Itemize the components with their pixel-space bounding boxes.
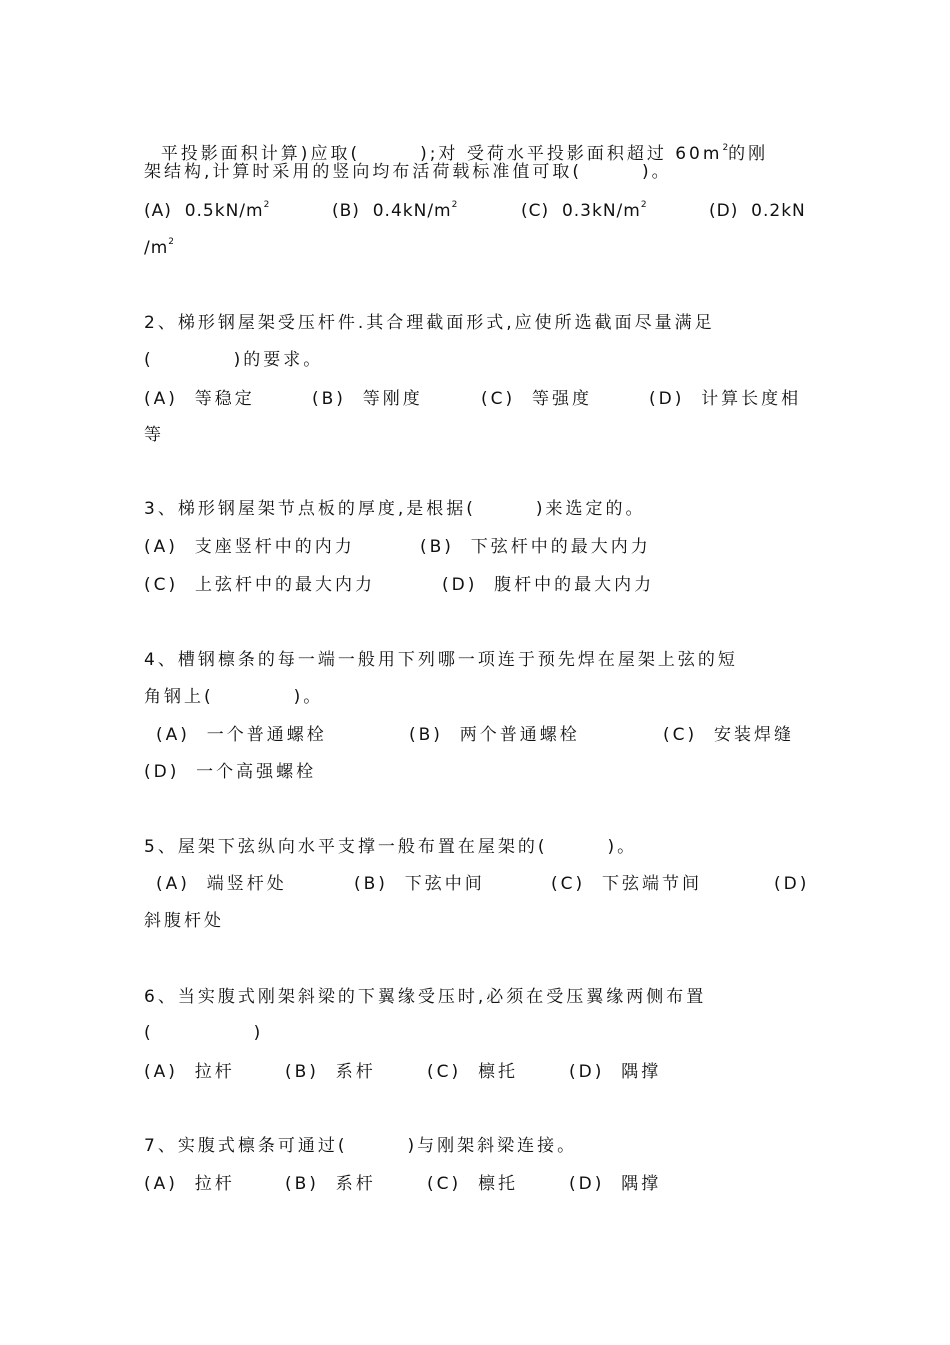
question-6-text: 6、当实腹式刚架斜梁的下翼缘受压时,必须在受压翼缘两侧布置: [144, 987, 707, 1007]
option-a: (A) 端竖杆处: [156, 874, 287, 894]
superscript: 2: [451, 200, 458, 210]
option-d: (D) 隅撑: [569, 1062, 662, 1082]
question-text-line: 架结构,计算时采用的竖向均布活荷载标准值可取( )。: [144, 162, 672, 182]
question-7-text: 7、实腹式檩条可通过( )与刚架斜梁连接。: [144, 1136, 578, 1156]
question-text-line: [144, 124, 768, 164]
text-fragment: 平投影面积计算)应取( );对 受荷水平投影面积超过 60m: [160, 144, 723, 164]
option-d-continued: 斜腹杆处: [144, 911, 224, 931]
option-c: (C) 下弦端节间: [551, 874, 702, 894]
option-a: (A) 拉杆: [144, 1062, 235, 1082]
option-b: [332, 201, 457, 221]
question-4-text: 角钢上( )。: [144, 687, 324, 707]
option-d: (D) 0.2kN: [709, 201, 806, 221]
option-a: (A) 一个普通螺栓: [156, 725, 327, 745]
question-3-text: 3、梯形钢屋架节点板的厚度,是根据( )来选定的。: [144, 499, 646, 519]
text-fragment: 的刚: [728, 144, 769, 164]
option-d: (D) 计算长度相: [649, 389, 802, 409]
option-c: (C) 安装焊缝: [663, 725, 794, 745]
option-d: (D) 腹杆中的最大内力: [442, 575, 655, 595]
option-d: (D) 一个高强螺栓: [144, 762, 317, 782]
question-2-text: 2、梯形钢屋架受压杆件.其合理截面形式,应使所选截面尽量满足: [144, 313, 715, 333]
option-b: (B) 系杆: [285, 1062, 376, 1082]
option-d-continued: [144, 238, 174, 258]
option-b: (B) 两个普通螺栓: [409, 725, 580, 745]
option-a: (A) 拉杆: [144, 1174, 235, 1194]
option-d-continued: 等: [144, 425, 164, 445]
option-a: [144, 201, 269, 221]
question-5-text: 5、屋架下弦纵向水平支撑一般布置在屋架的( )。: [144, 837, 638, 857]
option-c: [521, 201, 647, 221]
option-d: (D) 隅撑: [569, 1174, 662, 1194]
option-b: (B) 系杆: [285, 1174, 376, 1194]
option-text: (A) 0.5kN/m: [144, 201, 264, 221]
option-d: (D): [774, 874, 810, 894]
option-c: (C) 檩托: [427, 1062, 518, 1082]
question-2-text: ( )的要求。: [144, 350, 324, 370]
option-a: (A) 支座竖杆中的内力: [144, 537, 355, 557]
option-c: (C) 等强度: [481, 389, 592, 409]
option-text: (C) 0.3kN/m: [521, 201, 641, 221]
option-a: (A) 等稳定: [144, 389, 255, 409]
superscript: 2: [722, 143, 729, 153]
option-text: (B) 0.4kN/m: [332, 201, 452, 221]
option-b: (B) 等刚度: [312, 389, 423, 409]
question-4-text: 4、槽钢檩条的每一端一般用下列哪一项连于预先焊在屋架上弦的短: [144, 650, 738, 670]
option-c: (C) 上弦杆中的最大内力: [144, 575, 375, 595]
superscript: 2: [168, 237, 175, 247]
superscript: 2: [263, 200, 270, 210]
option-b: (B) 下弦中间: [354, 874, 485, 894]
option-b: (B) 下弦杆中的最大内力: [420, 537, 651, 557]
question-6-text: ( ): [144, 1023, 264, 1043]
option-c: (C) 檩托: [427, 1174, 518, 1194]
option-text: /m: [144, 238, 169, 258]
superscript: 2: [640, 200, 647, 210]
